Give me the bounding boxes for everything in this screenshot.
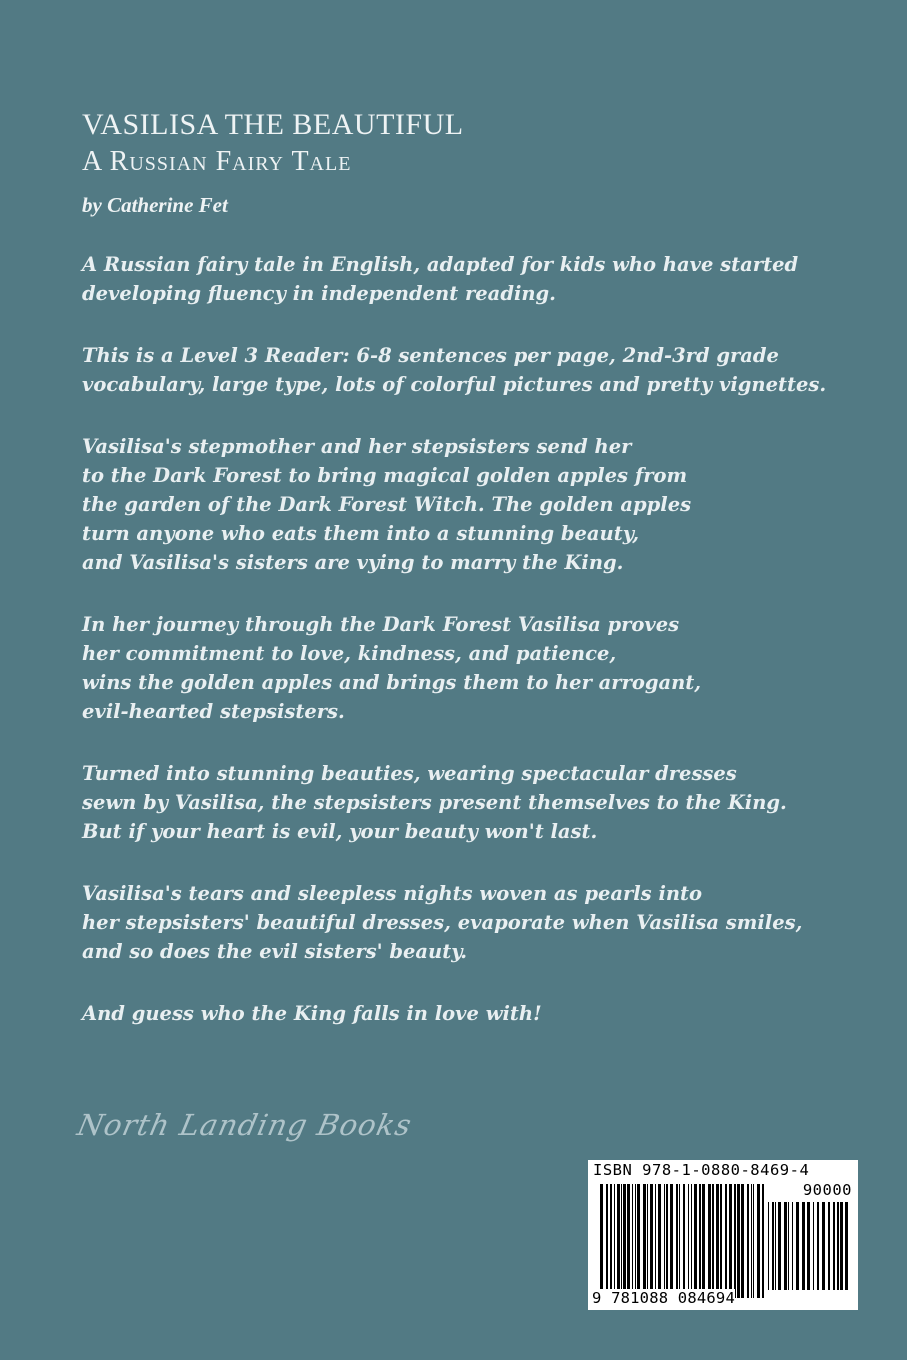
blurb-line: But if your heart is evil, your beauty won't last. xyxy=(82,820,598,843)
barcode-bar xyxy=(658,1184,661,1298)
barcode-bar xyxy=(691,1184,692,1298)
barcode-bar xyxy=(833,1202,835,1290)
barcode-bar xyxy=(772,1202,774,1290)
barcode-bar xyxy=(650,1184,653,1298)
barcode-bar xyxy=(637,1184,640,1298)
isbn-label: ISBN 978-1-0880-8469-4 xyxy=(593,1161,810,1179)
barcode-bar xyxy=(699,1184,701,1298)
blurb-line: and so does the evil sisters' beauty. xyxy=(82,940,468,963)
blurb-line: vocabulary, large type, lots of colorful pictures and pretty vignettes. xyxy=(82,373,827,396)
blurb-line: wins the golden apples and brings them to her arrogant, xyxy=(82,671,702,694)
barcode-bar xyxy=(614,1184,615,1298)
barcode-bar xyxy=(647,1184,648,1298)
barcode-bar xyxy=(807,1202,810,1290)
barcode-bar xyxy=(768,1202,769,1290)
barcode-bar xyxy=(734,1184,736,1298)
blurb xyxy=(82,250,862,1061)
barcode-bar xyxy=(775,1202,776,1290)
barcode-bar xyxy=(643,1184,646,1298)
barcode-bar xyxy=(712,1184,714,1298)
barcode-bar xyxy=(688,1184,689,1298)
blurb-line: sewn by Vasilisa, the stepsisters present themselves to the King. xyxy=(82,791,787,814)
barcode-bar xyxy=(751,1184,752,1298)
barcode-bar xyxy=(813,1202,814,1290)
barcode-bar xyxy=(792,1202,793,1290)
barcode-bar xyxy=(600,1184,603,1298)
blurb-line: In her journey through the Dark Forest Vasilisa proves xyxy=(82,613,680,636)
blurb-line: turn anyone who eats them into a stunning beauty, xyxy=(82,522,639,545)
book-title: VASILISA THE BEAUTIFUL xyxy=(82,108,464,141)
barcode-bar xyxy=(683,1184,685,1298)
blurb-paragraph xyxy=(82,341,862,399)
barcode-bar xyxy=(623,1184,626,1298)
blurb-line: Vasilisa's stepmother and her stepsisters send her xyxy=(82,435,632,458)
blurb-line: This is a Level 3 Reader: 6-8 sentences per page, 2nd-3rd grade xyxy=(82,344,779,367)
barcode-digits: 9 781088 084694 xyxy=(592,1289,735,1307)
author-byline: by Catherine Fet xyxy=(82,193,228,217)
barcode-bar xyxy=(845,1202,848,1290)
barcode-bar xyxy=(737,1184,740,1298)
book-subtitle: A Russian Fairy Tale xyxy=(82,146,352,177)
blurb-line: And guess who the King falls in love with! xyxy=(82,1002,542,1025)
blurb-paragraph xyxy=(82,610,862,726)
blurb-line: and Vasilisa's sisters are vying to marry the King. xyxy=(82,551,624,574)
barcode-bar xyxy=(753,1184,754,1298)
isbn-barcode xyxy=(588,1160,858,1310)
barcode-bar xyxy=(627,1184,630,1298)
blurb-line: her commitment to love, kindness, and patience, xyxy=(82,642,617,665)
publisher-logo: North Landing Books xyxy=(74,1108,416,1142)
blurb-line: Vasilisa's tears and sleepless nights woven as pearls into xyxy=(82,882,703,905)
barcode-bar xyxy=(762,1184,764,1298)
barcode-bar xyxy=(617,1184,620,1298)
barcode-bar xyxy=(796,1202,799,1290)
blurb-line: her stepsisters' beautiful dresses, evaporate when Vasilisa smiles, xyxy=(82,911,803,934)
blurb-line: Turned into stunning beauties, wearing spectacular dresses xyxy=(82,762,737,785)
barcode-bar xyxy=(702,1184,705,1298)
barcode-bar xyxy=(788,1202,789,1290)
barcode-bar xyxy=(747,1184,749,1298)
barcode-bar xyxy=(729,1184,732,1298)
blurb-line: evil-hearted stepsisters. xyxy=(82,700,345,723)
barcode-bar xyxy=(666,1184,668,1298)
barcode-bar xyxy=(655,1184,656,1298)
blurb-paragraph xyxy=(82,879,862,966)
barcode-bar xyxy=(621,1184,622,1298)
barcode-bar xyxy=(679,1184,680,1298)
barcode-bar xyxy=(610,1184,612,1298)
barcode-bar xyxy=(741,1184,744,1298)
barcode-bar xyxy=(606,1184,608,1298)
barcode-bar xyxy=(670,1184,673,1298)
barcode-bar xyxy=(837,1202,839,1290)
blurb-paragraph xyxy=(82,759,862,846)
blurb-line: the garden of the Dark Forest Witch. The golden apples xyxy=(82,493,692,516)
barcode-bar xyxy=(784,1202,787,1290)
blurb-paragraph xyxy=(82,250,862,308)
barcode-bar xyxy=(757,1184,760,1298)
barcode-bar xyxy=(708,1184,711,1298)
barcode-bar xyxy=(664,1184,665,1298)
barcode-bar xyxy=(817,1202,819,1290)
blurb-line: to the Dark Forest to bring magical golden apples from xyxy=(82,464,688,487)
barcode-bar xyxy=(828,1202,830,1290)
blurb-paragraph xyxy=(82,432,862,577)
blurb-line: developing fluency in independent reading. xyxy=(82,282,556,305)
barcode-bar xyxy=(822,1202,825,1290)
barcode-bar xyxy=(632,1184,633,1298)
blurb-line: A Russian fairy tale in English, adapted for kids who have started xyxy=(82,253,799,276)
barcode-bar xyxy=(725,1184,727,1298)
barcode-bar xyxy=(778,1202,781,1290)
blurb-paragraph xyxy=(82,999,862,1028)
barcode-bar xyxy=(840,1202,843,1290)
barcode-bar xyxy=(716,1184,719,1298)
barcode-bar xyxy=(802,1202,805,1290)
barcode-bar xyxy=(676,1184,678,1298)
barcode-bar xyxy=(720,1184,722,1298)
price-code: 90000 xyxy=(802,1181,852,1199)
barcode-bar xyxy=(635,1184,636,1298)
barcode-bar xyxy=(694,1184,697,1298)
